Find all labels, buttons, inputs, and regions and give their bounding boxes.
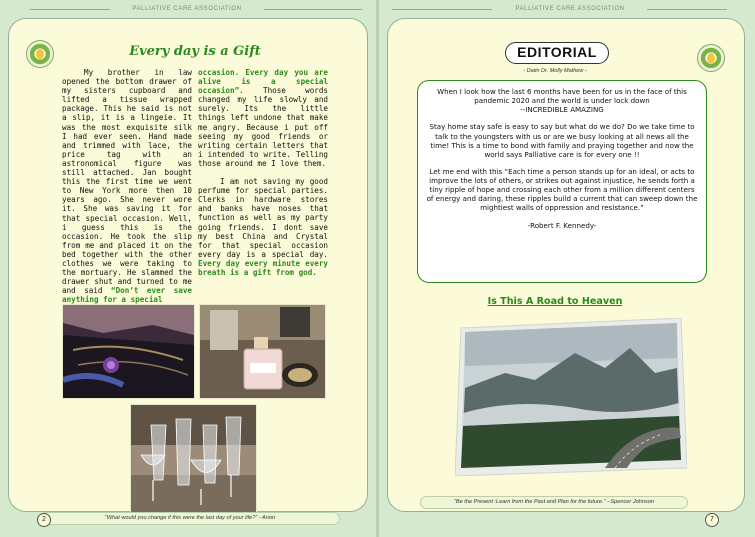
photo-crystal-glasses	[130, 404, 257, 514]
article-paragraph	[198, 68, 328, 168]
right-footer-quote: “Be the Present :Learn from the Past and Plan for the future.” - Spencer Johnson	[420, 496, 688, 509]
palliative-care-logo-icon	[26, 40, 54, 68]
editorial-heading: EDITORIAL	[505, 42, 609, 64]
right-page-number: 7	[705, 513, 719, 527]
article-text: My brother in law opened the bottom drawer of my sisters cupboard and lifted a tissue wrapped package. This he said is not a slip, it is a lingeie. It was the most exquisite silk I had ever seen. Hand made and trimmed with lace, the price tag with an astronomical figure was still attached. Jan bought this the first time we went to New York more then 10 years ago. She never wore it. She was saving it for that special occasion. Well, i guess this is the occasion. He took the slip from me and placed it on the bed together with the other clothes we were taking to the mortuary. He slammed the drawer shut and turned to me and said	[62, 68, 192, 296]
article-column-2	[198, 68, 328, 286]
left-footer-quote: “What would you change if this were the last day of your life?” - Anon	[40, 512, 340, 525]
header-rule-right-a	[392, 9, 492, 10]
article-text: I am not saving my good perfume for special parties. Clerks in hardware stores and banks have noses that function as well as my party going friends. I dont save my best China and Crystal for that special occasion every day is a special day.	[198, 177, 328, 259]
photo-lingerie	[62, 304, 195, 399]
left-page-header: PALLIATIVE CARE ASSOCIATION	[132, 6, 242, 12]
editorial-box	[417, 80, 707, 283]
article-text: Those words changed my life slowly and surely. Its the little things left undone that make me angry. Because i put off seeing my good friends or writing certain letters that i intended to write. Telling those around me I love them.	[198, 86, 328, 168]
editorial-signature: -Robert F. Kennedy-	[527, 220, 597, 230]
page-gutter	[376, 0, 379, 537]
editorial-paragraph: Let me end with this “Each time a person stands up for an ideal, or acts to improve the lots of others, or strikes out against injustice, he sends forth a tiny ripple of hope and crossing each other from a million different centers of energy and daring, these ripples build a current that can sweep down the mightiest walls of oppression and resistance.”	[426, 167, 698, 213]
editorial-paragraph: Stay home stay safe is easy to say but what do we do? Do we take time to talk to the youngsters with us or are we busy looking at all news all the time! This is a time to bond with family and praying together and now the world says Palliative care is for every one !!	[429, 122, 695, 159]
article-title: Every day is a Gift	[129, 44, 261, 59]
article-paragraph	[62, 68, 192, 304]
left-page-number: 2	[37, 513, 51, 527]
header-rule-right-b	[647, 9, 727, 10]
editorial-paragraph: When I look how the last 6 months have been for us in the face of this pandemic 2020 and the world is under lock down	[437, 87, 687, 106]
editorial-paragraph: --INCREDIBLE AMAZING	[520, 105, 604, 115]
article-column-1	[62, 68, 192, 313]
editorial-byline: - Datin Dr. Molly Mathew -	[523, 68, 587, 74]
article-highlight: Every day every minute every breath is a gift from god.	[198, 258, 328, 277]
photo-perfume	[199, 304, 326, 399]
header-rule-left-b	[264, 9, 362, 10]
article-paragraph	[198, 177, 328, 277]
article-highlight: “Don’t ever save anything for a special	[62, 286, 192, 305]
road-photo-title: Is This A Road to Heaven	[487, 296, 623, 307]
right-page-header: PALLIATIVE CARE ASSOCIATION	[515, 6, 625, 12]
article-highlight: occasion. Every day you are alive is a special occasion”.	[198, 68, 328, 96]
palliative-care-logo-icon	[697, 44, 725, 72]
header-rule-left-a	[30, 9, 110, 10]
photo-mountain-road	[455, 318, 687, 476]
